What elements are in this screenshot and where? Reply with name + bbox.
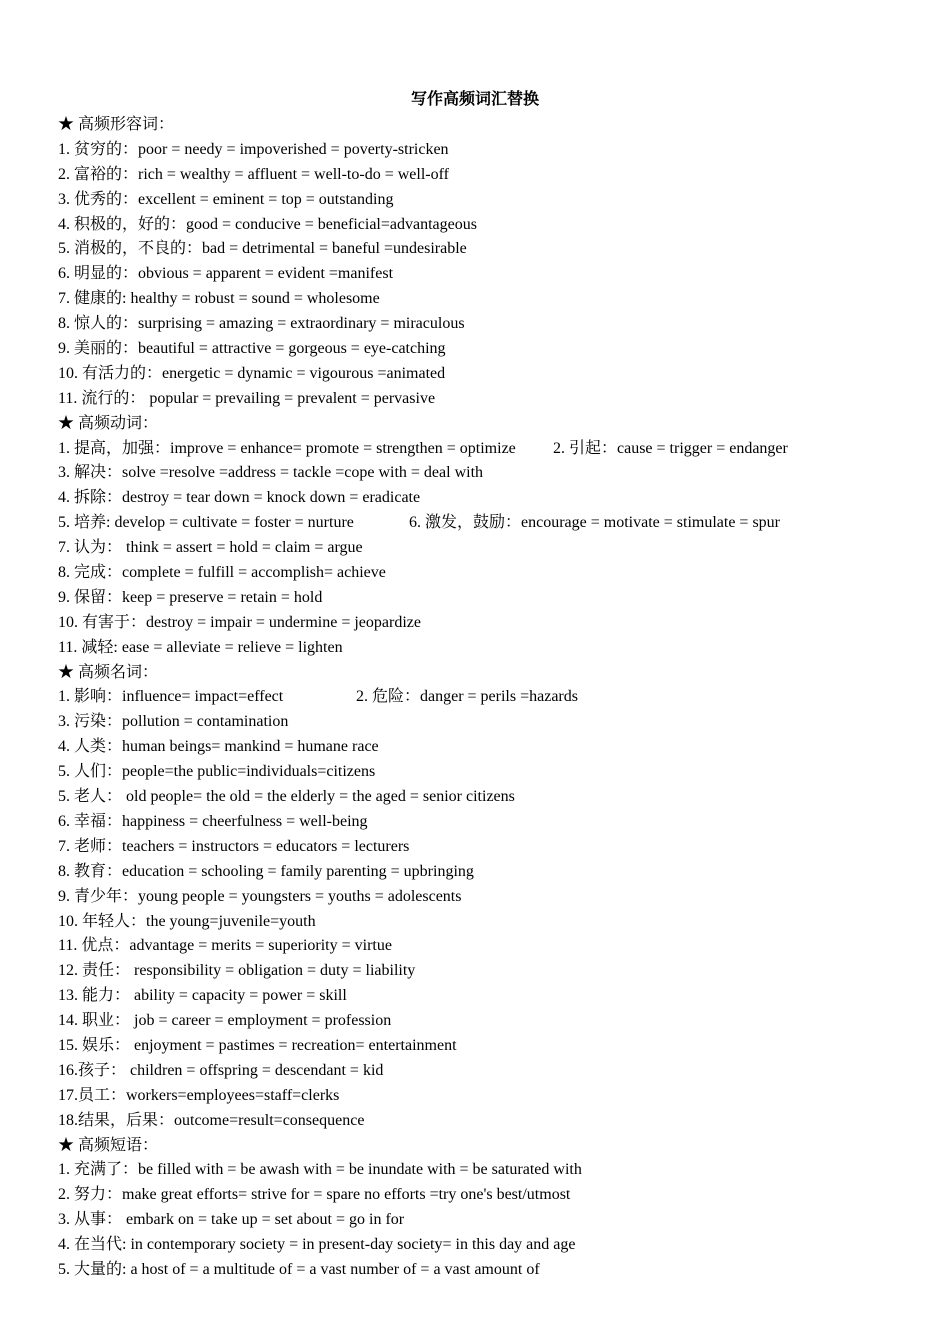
list-item: 2. 努力：make great efforts= strive for = spare no efforts =try one's best/utmost: [58, 1186, 571, 1204]
list-item: 3. 优秀的：excellent = eminent = top = outstanding: [58, 190, 394, 208]
list-item: 8. 惊人的：surprising = amazing = extraordinary = miraculous: [58, 315, 465, 333]
list-item: 4. 拆除：destroy = tear down = knock down = eradicate: [58, 489, 421, 507]
list-item: 17.员工：workers=employees=staff=clerks: [58, 1086, 340, 1104]
list-item: 8. 教育：education = schooling = family parenting = upbringing: [58, 862, 474, 880]
list-item: 2. 富裕的：rich = wealthy = affluent = well-to-do = well-off: [58, 165, 449, 183]
list-item: 1. 提高，加强：improve = enhance= promote = strengthen = optimize: [58, 439, 516, 457]
list-item: 18.结果，后果：outcome=result=consequence: [58, 1111, 365, 1129]
list-item: 2. 危险：danger = perils =hazards: [356, 688, 578, 706]
list-item: 5. 老人： old people= the old = the elderly = the aged = senior citizens: [58, 788, 515, 806]
list-item: 5. 人们：people=the public=individuals=citizens: [58, 763, 376, 781]
list-item: 11. 减轻: ease = alleviate = relieve = lighten: [58, 638, 343, 656]
vocabulary-list: [58, 113, 928, 1283]
section-heading-phrases: ★ 高频短语：: [58, 1136, 159, 1154]
list-item: 9. 保留：keep = preserve = retain = hold: [58, 588, 323, 606]
list-item: 7. 健康的: healthy = robust = sound = wholesome: [58, 290, 380, 308]
list-item: 6. 幸福：happiness = cheerfulness = well-being: [58, 812, 368, 830]
list-item: 13. 能力： ability = capacity = power = skill: [58, 987, 347, 1005]
page-title: 写作高频词汇替换: [410, 91, 539, 108]
list-row: [58, 511, 928, 536]
list-item: 5. 消极的，不良的：bad = detrimental = baneful =undesirable: [58, 240, 467, 258]
section-heading-adjectives: ★ 高频形容词：: [58, 116, 175, 133]
list-item: 11. 流行的： popular = prevailing = prevalent = pervasive: [58, 389, 436, 407]
list-item: 11. 优点：advantage = merits = superiority = virtue: [58, 937, 392, 955]
list-item: 6. 激发，鼓励：encourage = motivate = stimulate = spur: [409, 514, 781, 532]
list-item: 1. 影响：influence= impact=effect: [58, 688, 284, 706]
list-row: [58, 685, 928, 710]
list-item: 4. 积极的，好的：good = conducive = beneficial=advantageous: [58, 215, 477, 233]
list-item: 1. 贫穷的：poor = needy = impoverished = poverty-stricken: [58, 140, 449, 158]
list-item: 5. 培养: develop = cultivate = foster = nurture: [58, 514, 354, 532]
list-item: 14. 职业： job = career = employment = profession: [58, 1012, 392, 1030]
list-item: 4. 在当代: in contemporary society = in present-day society= in this day and age: [58, 1236, 576, 1254]
list-item: 4. 人类：human beings= mankind = humane race: [58, 738, 379, 756]
section-heading-nouns: ★ 高频名词：: [58, 663, 159, 681]
section-heading-verbs: ★ 高频动词：: [58, 414, 159, 432]
list-item: 15. 娱乐： enjoyment = pastimes = recreation= entertainment: [58, 1036, 457, 1054]
list-item: 3. 从事： embark on = take up = set about = go in for: [58, 1211, 405, 1229]
list-item: 16.孩子： children = offspring = descendant = kid: [58, 1061, 384, 1079]
list-item: 10. 年轻人：the young=juvenile=youth: [58, 912, 316, 930]
list-item: 10. 有活力的：energetic = dynamic = vigourous =animated: [58, 364, 446, 382]
list-item: 2. 引起：cause = trigger = endanger: [553, 439, 788, 457]
list-item: 9. 青少年：young people = youngsters = youths = adolescents: [58, 887, 462, 905]
list-item: 8. 完成：complete = fulfill = accomplish= achieve: [58, 564, 386, 582]
list-item: 1. 充满了：be filled with = be awash with = be inundate with = be saturated with: [58, 1161, 582, 1179]
list-item: 6. 明显的：obvious = apparent = evident =manifest: [58, 265, 394, 283]
list-item: 7. 认为： think = assert = hold = claim = argue: [58, 539, 363, 557]
list-item: 3. 解决：solve =resolve =address = tackle =cope with = deal with: [58, 464, 484, 482]
list-item: 5. 大量的: a host of = a multitude of = a vast number of = a vast amount of: [58, 1260, 540, 1278]
list-item: 10. 有害于：destroy = impair = undermine = jeopardize: [58, 613, 421, 631]
list-row: [58, 437, 928, 462]
list-item: 12. 责任： responsibility = obligation = duty = liability: [58, 962, 416, 980]
list-item: 3. 污染：pollution = contamination: [58, 713, 289, 731]
list-item: 9. 美丽的：beautiful = attractive = gorgeous = eye-catching: [58, 340, 446, 358]
list-item: 7. 老师：teachers = instructors = educators = lecturers: [58, 837, 410, 855]
